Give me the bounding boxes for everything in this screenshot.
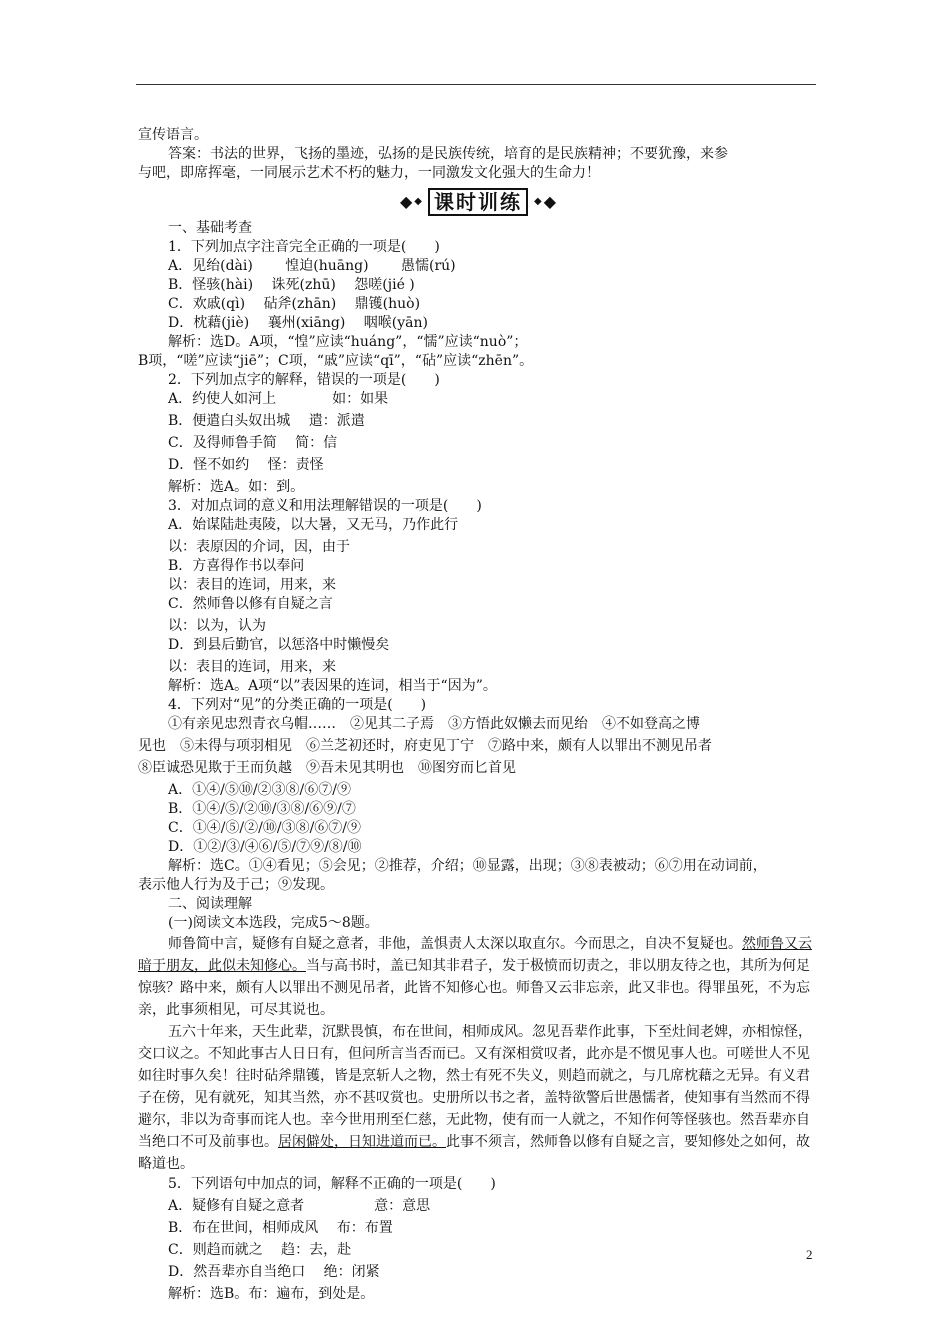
option: A．约使人如河上 如：如果	[168, 391, 389, 407]
passage-text: 当与高书时，盖已知其非君子，发于极愤而切责之，非以朋友待之也，其所为何足惊骇？路中来，颇有人以罪出不测见吊者，此皆不知修心也。师鲁又云非忘亲，此又非也。得罪虽死，不为忘亲，此事须相见，可尽其说也。	[138, 958, 810, 1018]
option: B．①④/⑤/②⑩/③⑧/⑥⑨/⑦	[168, 801, 356, 817]
question-stem: 5．下列语句中加点的词，解释不正确的一项是( )	[168, 1176, 496, 1192]
diamond-icon: ◆	[534, 196, 542, 207]
option-note: 以：表目的连词，用来，来	[168, 659, 336, 675]
option: C．及得师鲁手简 简：信	[168, 435, 338, 451]
document-body	[138, 126, 818, 1304]
analysis: 解析：选C。①④看见；⑤会见；②推荐，介绍；⑩显露，出现；③⑧表被动；⑥⑦用在动词前，	[168, 858, 767, 874]
option-note: 以：表原因的介词，因，由于	[168, 539, 350, 555]
diamond-icon: ◆	[543, 192, 557, 211]
option: B．布在世间，相师成风 布：布置	[168, 1220, 393, 1236]
section-title: 课时训练	[428, 188, 528, 216]
answer-line: 答案：书法的世界，飞扬的墨迹，弘扬的是民族传统，培育的是民族精神；不要犹豫，来参	[168, 146, 728, 162]
analysis: 解析：选A。A项“以”表因果的连词，相当于“因为”。	[168, 678, 497, 694]
option: C．然师鲁以修有自疑之言	[168, 596, 333, 612]
analysis: 解析：选B。布：遍布，到处是。	[168, 1286, 375, 1302]
page-number: 2	[806, 1247, 813, 1262]
part-title: 一、基础考查	[168, 220, 252, 236]
option: B．怪骇(hài) 诛死(zhū) 怨嗟(jié )	[168, 277, 415, 293]
option: D．枕藉(jiè) 襄州(xiāng) 咽喉(yān)	[168, 315, 428, 331]
passage-text: 此事不须言，然师鲁以修有自疑之言，要知修处之如何，故略道也。	[138, 1134, 810, 1172]
part-title: 二、阅读理解	[168, 896, 252, 912]
question-stem: 4．下列对“见”的分类正确的一项是( )	[168, 697, 427, 713]
question-text: ①有亲见忠烈青衣乌帽…… ②见其二子焉 ③方悟此奴懒去而见绐 ④不如登高之博	[168, 716, 700, 732]
carryover-text: 宣传语言。	[138, 127, 208, 143]
underlined-sentence: 然师鲁又云暗于朋友，此似未知修心。	[138, 936, 812, 974]
passage-text: 师鲁简中言，疑修有自疑之意者，非他，盖惧责人太深以取直尔。今而思之，自决不复疑也。	[168, 936, 742, 952]
option: C．则趋而就之 趋：去，赴	[168, 1242, 352, 1258]
option-note: 以：以为，认为	[168, 618, 266, 634]
passage-text: 五六十年来，天生此辈，沉默畏慎，布在世间，相师成风。忽见吾辈作此事，下至灶间老婢，亦相惊怪，交口议之。不知此事古人日日有，但问所言当否而已。又有深相赏叹者，此亦是不惯见事人也。可嗟世人不见如往时事久矣！往时砧斧鼎镬，皆是烹斩人之物，然士有死不失义，则趋而就之，与几席枕藉之无异。有义君子在傍，见有就死，知其当然，亦不甚叹赏也。史册所以书之者，盖特欲警后世愚懦者，使知事有当然而不得避尔，非以为奇事而诧人也。幸今世用刑至仁慈，无此物，使有而一人就之，不知作何等怪骇也。然吾辈亦自当绝口不可及前事也。	[138, 1024, 812, 1150]
diamond-icon: ◆	[414, 196, 422, 207]
option: A．始谋陆赴夷陵，以大暑，又无马，乃作此行	[168, 517, 459, 533]
question-text: ⑧臣诚恐见欺于王而负越 ⑨吾未见其明也 ⑩图穷而匕首见	[138, 760, 516, 776]
option: C．欢戚(qì) 砧斧(zhān) 鼎镬(huò)	[168, 296, 421, 312]
analysis: 解析：选A。如：到。	[168, 479, 305, 495]
reading-intro: (一)阅读文本选段，完成5～8题。	[168, 915, 379, 931]
passage-paragraph	[138, 933, 818, 1021]
question-stem: 1．下列加点字注音完全正确的一项是( )	[168, 239, 440, 255]
question-text: 见也 ⑤未得与项羽相见 ⑥兰芝初还时，府吏见丁宁 ⑦路中来，颇有人以罪出不测见吊者	[138, 738, 712, 754]
option: B．便遣白头奴出城 遣：派遣	[168, 413, 365, 429]
option: A．疑修有自疑之意者 意：意思	[168, 1198, 431, 1214]
passage-paragraph	[138, 1021, 818, 1175]
option: C．①④/⑤/②/⑩/③⑧/⑥⑦/⑨	[168, 820, 362, 836]
option-note: 以：表目的连词，用来，来	[168, 577, 336, 593]
underlined-sentence: 居闲僻处，日知进道而已。	[278, 1134, 446, 1150]
diamond-icon: ◆	[399, 192, 413, 211]
answer-line: 与吧，即席挥毫，一同展示艺术不朽的魅力，一同激发文化强大的生命力！	[138, 165, 600, 181]
analysis: 解析：选D。A项，“惶”应读“huáng”，“懦”应读“nuò”；	[168, 334, 528, 350]
analysis: B项，“嗟”应读“jiē”；C项，“戚”应读“qī”，“砧”应读“zhēn”。	[138, 353, 534, 369]
question-stem: 2．下列加点字的解释，错误的一项是( )	[168, 372, 440, 388]
option: B．方喜得作书以奉问	[168, 558, 305, 574]
question-stem: 3．对加点词的意义和用法理解错误的一项是( )	[168, 498, 482, 514]
option: D．到县后勤官，以惩洛中时懒慢矣	[168, 637, 390, 653]
option: A．①④/⑤⑩/②③⑧/⑥⑦/⑨	[168, 782, 351, 798]
option: A．见绐(dài) 惶迫(huāng) 愚懦(rú)	[168, 258, 456, 274]
option: D．然吾辈亦自当绝口 绝：闭紧	[168, 1264, 380, 1280]
section-banner	[138, 187, 818, 217]
header-rule	[136, 84, 816, 85]
option: D．①②/③/④⑥/⑤/⑦⑨/⑧/⑩	[168, 839, 362, 855]
analysis: 表示他人行为及于己；⑨发现。	[138, 877, 334, 893]
option: D．怪不如约 怪：责怪	[168, 457, 324, 473]
